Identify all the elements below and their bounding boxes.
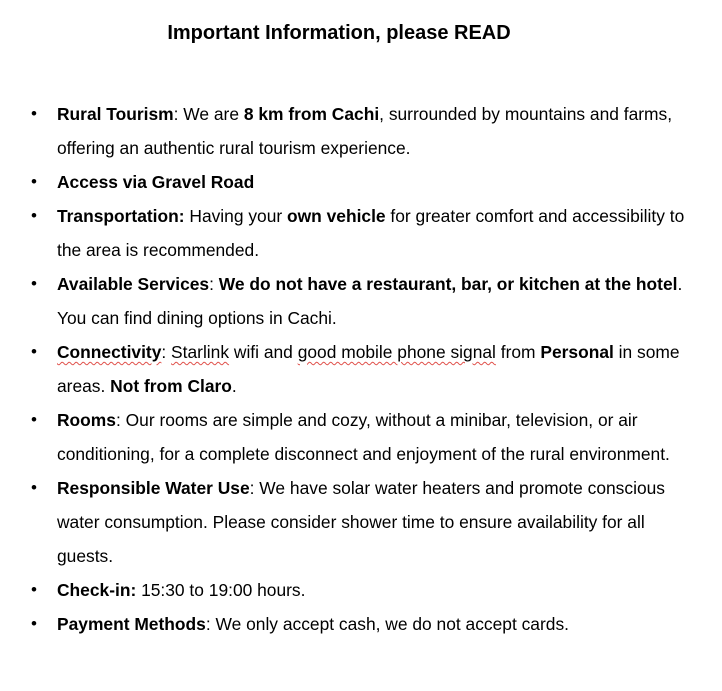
item-text: Having your: [184, 206, 288, 226]
item-label: Check-in:: [57, 580, 137, 600]
item-emphasis: We do not have a restaurant, bar, or kitchen at the hotel: [218, 274, 678, 294]
list-item-transportation: [0, 199, 722, 267]
item-text: in some areas.: [57, 342, 680, 396]
item-text: :: [209, 274, 219, 294]
document-title: Important Information, please READ: [167, 22, 511, 44]
item-text: : Our rooms are simple and cozy, without a minibar, television, or air conditioning, for a complete disconnect and enjoyment of the rural environment.: [57, 410, 670, 464]
spellcheck-phrase: good mobile phone signal: [297, 342, 496, 362]
item-label: Rural Tourism: [57, 104, 174, 124]
list-item-access: [0, 165, 722, 199]
item-text: .: [231, 376, 237, 396]
list-item-connectivity: [0, 335, 722, 403]
item-label: Transportation:: [57, 206, 185, 226]
item-label: Access via Gravel Road: [57, 172, 255, 192]
list-item-available-services: [0, 267, 722, 335]
bullet-icon: •: [31, 274, 37, 293]
bullet-icon: •: [31, 172, 37, 191]
item-text: : We are: [173, 104, 244, 124]
bullet-icon: •: [31, 206, 37, 225]
item-label: Rooms: [57, 410, 116, 430]
item-text: : We only accept cash, we do not accept cards.: [205, 614, 569, 634]
item-label: Available Services: [57, 274, 210, 294]
item-label: Responsible Water Use: [57, 478, 250, 498]
bullet-icon: •: [31, 614, 37, 633]
info-list: [0, 97, 722, 641]
bullet-icon: •: [31, 478, 37, 497]
item-text: wifi and: [229, 342, 298, 362]
item-emphasis: 8 km from Cachi: [243, 104, 380, 124]
item-text: : We have solar water heaters and promote conscious water consumption. Please consider shower time to ensure availability for all guests.: [57, 478, 665, 566]
item-text: for greater comfort and accessibility to the area is recommended.: [57, 206, 685, 260]
bullet-icon: •: [31, 580, 37, 599]
item-text: from: [495, 342, 541, 362]
bullet-icon: •: [31, 342, 37, 361]
bullet-icon: •: [31, 410, 37, 429]
list-item-rural-tourism: [0, 97, 722, 165]
list-item-rooms: [0, 403, 722, 471]
list-item-check-in: [0, 573, 722, 607]
spellcheck-word: Starlink: [171, 342, 230, 362]
item-text: :: [161, 342, 172, 362]
item-text: . You can find dining options in Cachi.: [57, 274, 683, 328]
item-emphasis: Personal: [540, 342, 614, 362]
item-emphasis: Not from Claro: [110, 376, 232, 396]
list-item-water-use: [0, 471, 722, 573]
item-emphasis: own vehicle: [287, 206, 386, 226]
list-item-payment-methods: [0, 607, 722, 641]
item-label: Payment Methods: [57, 614, 206, 634]
item-label: Connectivity: [57, 342, 162, 362]
item-text: 15:30 to 19:00 hours.: [136, 580, 306, 600]
item-text: , surrounded by mountains and farms, offering an authentic rural tourism experience.: [57, 104, 673, 158]
bullet-icon: •: [31, 104, 37, 123]
